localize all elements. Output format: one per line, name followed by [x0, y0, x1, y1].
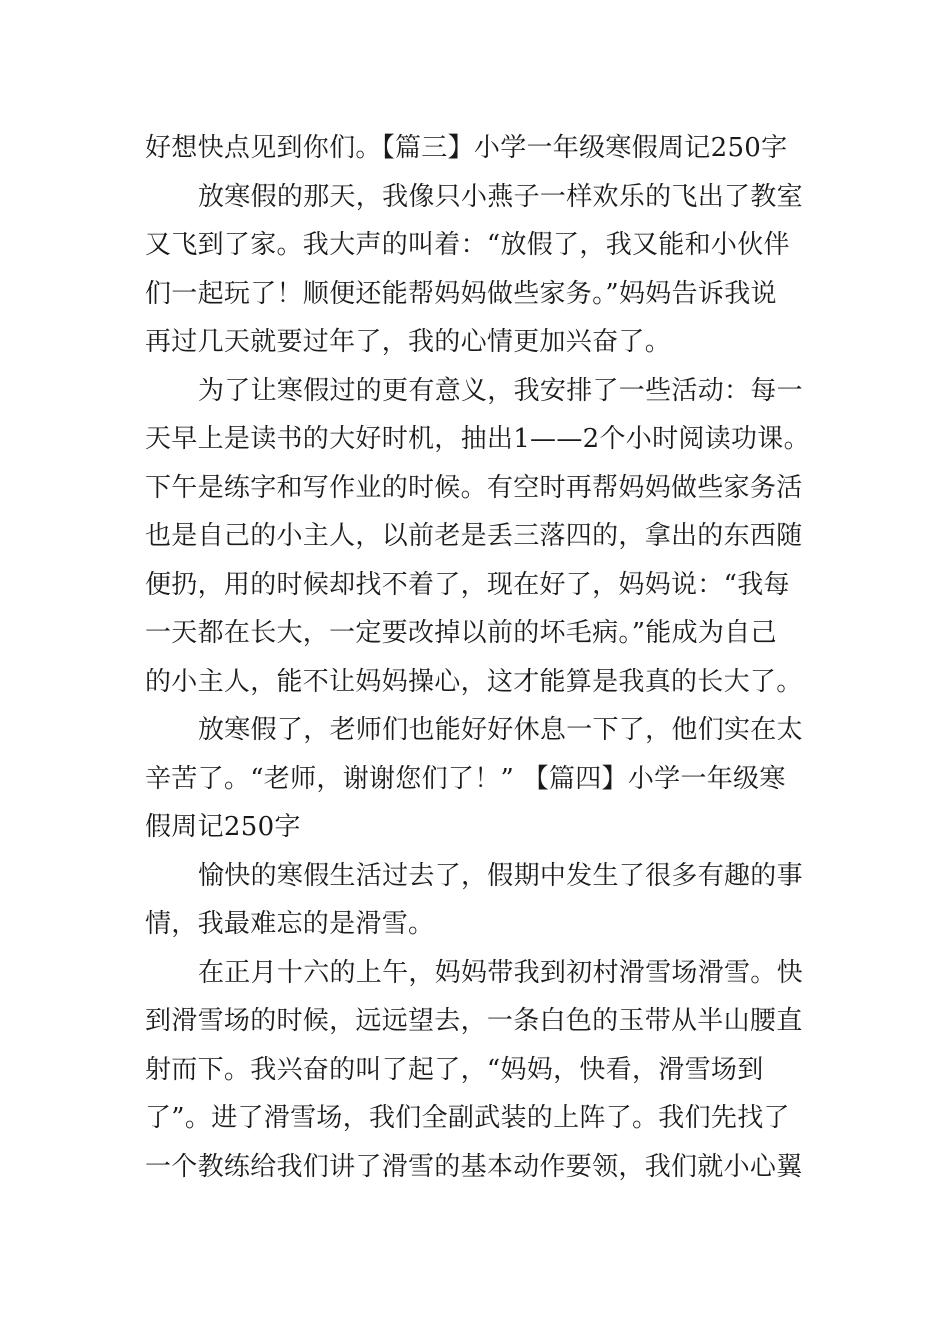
- text-line: 便扔，用的时候却找不着了，现在好了，妈妈说：“我每: [145, 569, 790, 600]
- text-line: 在正月十六的上午，妈妈带我到初村滑雪场滑雪。快: [198, 957, 803, 988]
- text-line: 射而下。我兴奋的叫了起了，“妈妈，快看，滑雪场到: [145, 1054, 764, 1085]
- text-line: 的小主人，能不让妈妈操心，这才能算是我真的长大了。: [145, 666, 803, 697]
- text-line: 又飞到了家。我大声的叫着：“放假了，我又能和小伙伴: [145, 230, 790, 260]
- text-line: 为了让寒假过的更有意义，我安排了一些活动：每一: [198, 375, 803, 406]
- text-line: 辛苦了。“老师，谢谢您们了！” 【篇四】小学一年级寒: [145, 763, 786, 794]
- text-line: 好想快点见到你们。【篇三】小学一年级寒假周记250字: [145, 133, 788, 163]
- text-line: 假周记250字: [145, 812, 301, 842]
- document-body: [145, 124, 810, 1191]
- text-line: 天早上是读书的大好时机，抽出1——2个小时阅读功课。: [145, 424, 810, 454]
- text-line: 们一起玩了！顺便还能帮妈妈做些家务。”妈妈告诉我说: [145, 278, 777, 309]
- text-line: 愉快的寒假生活过去了，假期中发生了很多有趣的事: [198, 860, 803, 891]
- text-line: 下午是练字和写作业的时候。有空时再帮妈妈做些家务活: [145, 472, 803, 503]
- text-line: 放寒假了，老师们也能好好休息一下了，他们实在太: [198, 715, 803, 745]
- text-line: 了”。进了滑雪场，我们全副武装的上阵了。我们先找了: [145, 1103, 790, 1133]
- text-line: 情，我最难忘的是滑雪。: [145, 909, 435, 939]
- text-line: 放寒假的那天，我像只小燕子一样欢乐的飞出了教室: [198, 181, 803, 212]
- text-line: 到滑雪场的时候，远远望去，一条白色的玉带从半山腰直: [145, 1006, 803, 1036]
- text-line: 再过几天就要过年了，我的心情更加兴奋了。: [145, 327, 672, 357]
- text-line: 也是自己的小主人，以前老是丢三落四的，拿出的东西随: [145, 521, 803, 551]
- text-line: 一天都在长大，一定要改掉以前的坏毛病。”能成为自己: [145, 618, 777, 648]
- text-line: 一个教练给我们讲了滑雪的基本动作要领，我们就小心翼: [145, 1151, 803, 1182]
